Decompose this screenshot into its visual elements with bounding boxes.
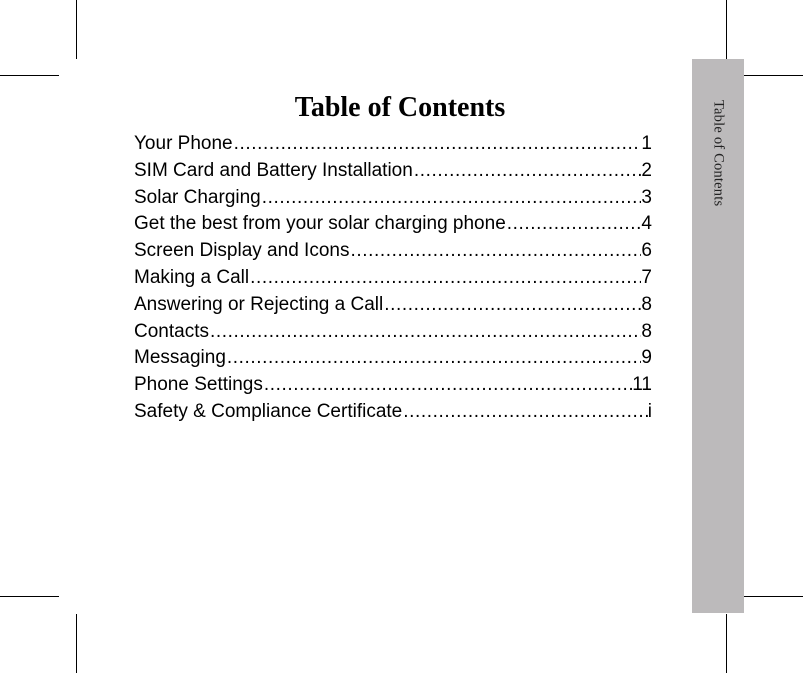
toc-entry-label: Get the best from your solar charging phone bbox=[134, 213, 506, 235]
toc-entry-label: Messaging bbox=[134, 347, 226, 369]
toc-entry-label: Answering or Rejecting a Call bbox=[134, 293, 384, 315]
toc-entry-label: Safety & Compliance Certificate bbox=[134, 400, 403, 422]
toc-dot-leader bbox=[234, 131, 642, 158]
toc-entry-page: 7 bbox=[641, 266, 652, 288]
toc-dot-leader bbox=[384, 292, 641, 319]
toc-entry-page: 3 bbox=[641, 186, 652, 208]
toc-entry-solar-tips[interactable] bbox=[134, 211, 652, 238]
crop-mark-left-bottom bbox=[0, 596, 59, 597]
toc-entry-label: Contacts bbox=[134, 320, 209, 342]
toc-dot-leader bbox=[350, 238, 641, 265]
toc-entry-solar-charging[interactable] bbox=[134, 185, 652, 212]
toc-entry-screen-display[interactable] bbox=[134, 238, 652, 265]
crop-mark-top-left bbox=[76, 0, 77, 59]
toc-entry-label: Screen Display and Icons bbox=[134, 240, 350, 262]
toc-dot-leader bbox=[414, 158, 642, 185]
side-tab-label: Table of Contents bbox=[710, 100, 727, 207]
side-section-tab bbox=[692, 59, 744, 613]
toc-list bbox=[134, 131, 652, 426]
toc-entry-making-call[interactable] bbox=[134, 265, 652, 292]
toc-entry-phone-settings[interactable] bbox=[134, 372, 652, 399]
toc-entry-label: Solar Charging bbox=[134, 186, 261, 208]
toc-entry-page: 8 bbox=[641, 293, 652, 315]
toc-dot-leader bbox=[250, 265, 641, 292]
crop-mark-bottom-left bbox=[76, 614, 77, 673]
toc-entry-page: 6 bbox=[641, 240, 652, 262]
toc-entry-page: 8 bbox=[641, 320, 652, 342]
toc-entry-sim-battery[interactable] bbox=[134, 158, 652, 185]
toc-entry-page: i bbox=[647, 400, 652, 422]
crop-mark-right-bottom bbox=[744, 596, 803, 597]
toc-entry-page: 11 bbox=[632, 374, 652, 396]
toc-entry-page: 4 bbox=[641, 213, 652, 235]
toc-dot-leader bbox=[262, 185, 642, 212]
toc-dot-leader bbox=[507, 211, 642, 238]
toc-dot-leader bbox=[264, 372, 632, 399]
toc-dot-leader bbox=[403, 399, 648, 426]
toc-entry-safety-compliance[interactable] bbox=[134, 399, 652, 426]
toc-dot-leader bbox=[227, 345, 642, 372]
toc-dot-leader bbox=[210, 319, 641, 346]
crop-mark-top-right bbox=[726, 0, 727, 59]
toc-entry-label: Making a Call bbox=[134, 266, 250, 288]
crop-mark-left-top bbox=[0, 75, 59, 76]
toc-entry-label: SIM Card and Battery Installation bbox=[134, 159, 413, 181]
toc-entry-answering-call[interactable] bbox=[134, 292, 652, 319]
toc-entry-page: 2 bbox=[641, 159, 652, 181]
crop-mark-bottom-right bbox=[726, 614, 727, 673]
toc-entry-label: Your Phone bbox=[134, 133, 233, 154]
toc-entry-page: 9 bbox=[641, 347, 652, 369]
toc-entry-messaging[interactable] bbox=[134, 345, 652, 372]
toc-entry-your-phone[interactable] bbox=[134, 131, 652, 158]
page-title: Table of Contents bbox=[294, 92, 506, 123]
toc-entry-label: Phone Settings bbox=[134, 374, 263, 396]
crop-mark-right-top bbox=[744, 75, 803, 76]
toc-entry-contacts[interactable] bbox=[134, 319, 652, 346]
toc-entry-page: 1 bbox=[641, 133, 652, 154]
